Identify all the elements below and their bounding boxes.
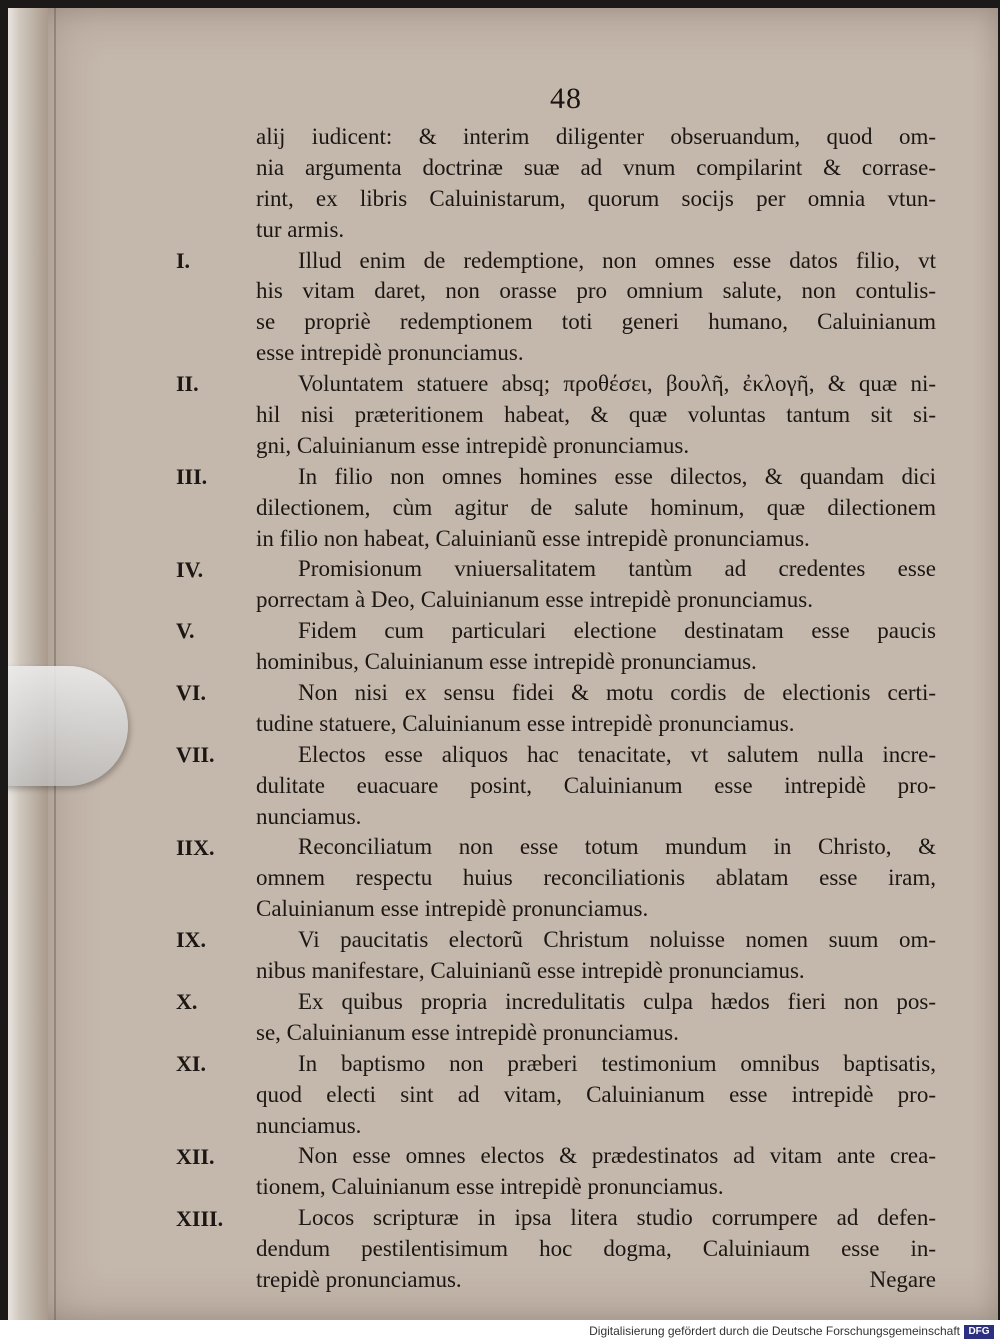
body-text bbox=[256, 122, 936, 1296]
footer-credit: Digitalisierung gefördert durch die Deutsche Forschungsgemeinschaft bbox=[589, 1324, 960, 1338]
text-line bbox=[256, 1203, 936, 1234]
text-line-content: Electos esse aliquos hac tenacitate, vt salutem nulla incre- bbox=[298, 741, 936, 767]
text-line-content: hil nisi præteritionem habeat, & quæ voluntas tantum sit si- bbox=[256, 402, 936, 428]
text-line-content: In filio non omnes homines esse dilectos, & quandam dici bbox=[298, 463, 936, 489]
text-line-content: nia argumenta doctrinæ suæ ad vnum compilarint & corrase- bbox=[256, 154, 936, 180]
text-line bbox=[256, 863, 936, 894]
text-line-content: esse intrepidè pronunciamus. bbox=[256, 340, 524, 366]
article-numeral: XII. bbox=[176, 1143, 215, 1169]
text-line bbox=[256, 184, 936, 215]
article-numeral: X. bbox=[176, 989, 198, 1015]
text-line-content: Voluntatem statuere absq; προθέσει, βουλῆ, ἐκλογῆ, & quæ ni- bbox=[298, 371, 936, 397]
text-line-content: hominibus, Caluinianum esse intrepidè pronunciamus. bbox=[256, 649, 757, 675]
text-line-content: Fidem cum particulari electione destinatam esse paucis bbox=[298, 618, 936, 644]
text-line bbox=[256, 462, 936, 493]
text-line-content: his vitam daret, non orasse pro omnium salute, non contulis- bbox=[256, 278, 936, 304]
text-line bbox=[256, 647, 936, 678]
article-numeral: VI. bbox=[176, 680, 206, 706]
text-line-content: dulitate euacuare posint, Caluinianum esse intrepidè pro- bbox=[256, 772, 936, 798]
text-line bbox=[256, 122, 936, 153]
text-line-content: Caluinianum esse intrepidè pronunciamus. bbox=[256, 896, 649, 922]
text-line-content: Promisionum vniuersalitatem tantùm ad credentes esse bbox=[298, 556, 936, 582]
text-line bbox=[256, 925, 936, 956]
article-numeral: XI. bbox=[176, 1051, 206, 1076]
text-line bbox=[256, 1049, 936, 1080]
text-line-content: Ex quibus propria incredulitatis culpa hædos fieri non pos- bbox=[298, 988, 936, 1014]
text-line bbox=[256, 678, 936, 709]
article-numeral: II. bbox=[176, 371, 199, 397]
text-line-content: Vi paucitatis electorũ Christum noluisse nomen suum om- bbox=[298, 927, 936, 953]
text-line bbox=[256, 894, 936, 925]
text-line bbox=[256, 1141, 936, 1172]
text-line bbox=[256, 153, 936, 184]
text-line bbox=[256, 987, 936, 1018]
text-line-content: in filio non habeat, Caluinianũ esse intrepidè pronunciamus. bbox=[256, 525, 810, 551]
text-line-content: dendum pestilentisimum hoc dogma, Caluiniaum esse in- bbox=[256, 1236, 936, 1262]
text-line bbox=[256, 524, 936, 555]
book-page bbox=[8, 8, 998, 1320]
text-line-content: quod electi sint ad vitam, Caluinianum esse intrepidè pro- bbox=[256, 1081, 936, 1107]
text-line bbox=[256, 1172, 936, 1203]
article-numeral: IV. bbox=[176, 556, 204, 582]
article-numeral: I. bbox=[176, 247, 191, 273]
scanner-clip bbox=[8, 666, 128, 786]
text-line bbox=[256, 802, 936, 833]
text-line-content: se, Caluinianum esse intrepidè pronunciamus. bbox=[256, 1019, 679, 1045]
text-line-content: Illud enim de redemptione, non omnes esse datos filio, vt bbox=[298, 247, 936, 273]
text-line bbox=[256, 1111, 936, 1142]
text-line bbox=[256, 246, 936, 277]
text-line bbox=[256, 740, 936, 771]
text-line-content: tionem, Caluinianum esse intrepidè pronunciamus. bbox=[256, 1174, 724, 1200]
article-numeral: IIX. bbox=[176, 834, 215, 860]
text-line bbox=[256, 832, 936, 863]
text-line bbox=[256, 431, 936, 462]
text-line-content: nunciamus. bbox=[256, 803, 362, 829]
text-line-content: dilectionem, cùm agitur de salute hominum, quæ dilectionem bbox=[256, 494, 936, 520]
text-line bbox=[256, 400, 936, 431]
text-line-content: trepidè pronunciamus. bbox=[256, 1266, 462, 1292]
text-line bbox=[256, 1080, 936, 1111]
dfg-logo-icon: DFG bbox=[964, 1325, 994, 1339]
gutter-line bbox=[54, 8, 56, 1320]
text-line-content: omnem respectu huius reconciliationis ablatam esse iram, bbox=[256, 865, 936, 891]
text-line bbox=[256, 1265, 936, 1296]
text-line bbox=[256, 493, 936, 524]
text-line bbox=[256, 338, 936, 369]
text-line-content: rint, ex libris Caluinistarum, quorum socijs per omnia vtun- bbox=[256, 185, 936, 211]
text-line-content: In baptismo non præberi testimonium omnibus baptisatis, bbox=[298, 1050, 936, 1076]
text-line bbox=[256, 307, 936, 338]
text-line-content: se propriè redemptionem toti generi humano, Caluinianum bbox=[256, 309, 936, 335]
text-line bbox=[256, 585, 936, 616]
catchword: Negare bbox=[869, 1266, 936, 1292]
text-line bbox=[256, 771, 936, 802]
page-number: 48 bbox=[550, 82, 582, 115]
text-line-content: tudine statuere, Caluinianum esse intrepidè pronunciamus. bbox=[256, 710, 795, 736]
text-line-content: tur armis. bbox=[256, 216, 345, 242]
text-line bbox=[256, 1234, 936, 1265]
text-line bbox=[256, 616, 936, 647]
text-line-content: Reconciliatum non esse totum mundum in Christo, & bbox=[298, 834, 936, 860]
text-line bbox=[256, 956, 936, 987]
text-line bbox=[256, 215, 936, 246]
text-line-content: nibus manifestare, Caluinianũ esse intrepidè pronunciamus. bbox=[256, 958, 805, 984]
text-line-content: porrectam à Deo, Caluinianum esse intrepidè pronunciamus. bbox=[256, 587, 813, 613]
text-line-content: Non esse omnes electos & prædestinatos ad vitam ante crea- bbox=[298, 1143, 936, 1169]
book-spine bbox=[8, 8, 48, 1320]
text-line bbox=[256, 1018, 936, 1049]
text-line-content: alij iudicent: & interim diligenter obseruandum, quod om- bbox=[256, 124, 936, 149]
text-line bbox=[256, 276, 936, 307]
footer-bar bbox=[0, 1320, 1000, 1344]
text-line bbox=[256, 369, 936, 400]
article-numeral: IX. bbox=[176, 927, 206, 953]
article-numeral: VII. bbox=[176, 742, 215, 767]
text-line bbox=[256, 554, 936, 585]
text-line-content: gni, Caluinianum esse intrepidè pronunciamus. bbox=[256, 432, 690, 458]
article-numeral: V. bbox=[176, 618, 195, 644]
text-line-content: Non nisi ex sensu fidei & motu cordis de electionis certi- bbox=[298, 680, 936, 706]
text-line bbox=[256, 709, 936, 740]
text-line-content: nunciamus. bbox=[256, 1112, 362, 1138]
text-line-content: Locos scripturæ in ipsa litera studio corrumpere ad defen- bbox=[298, 1205, 936, 1231]
article-numeral: XIII. bbox=[176, 1205, 224, 1231]
article-numeral: III. bbox=[176, 463, 208, 489]
